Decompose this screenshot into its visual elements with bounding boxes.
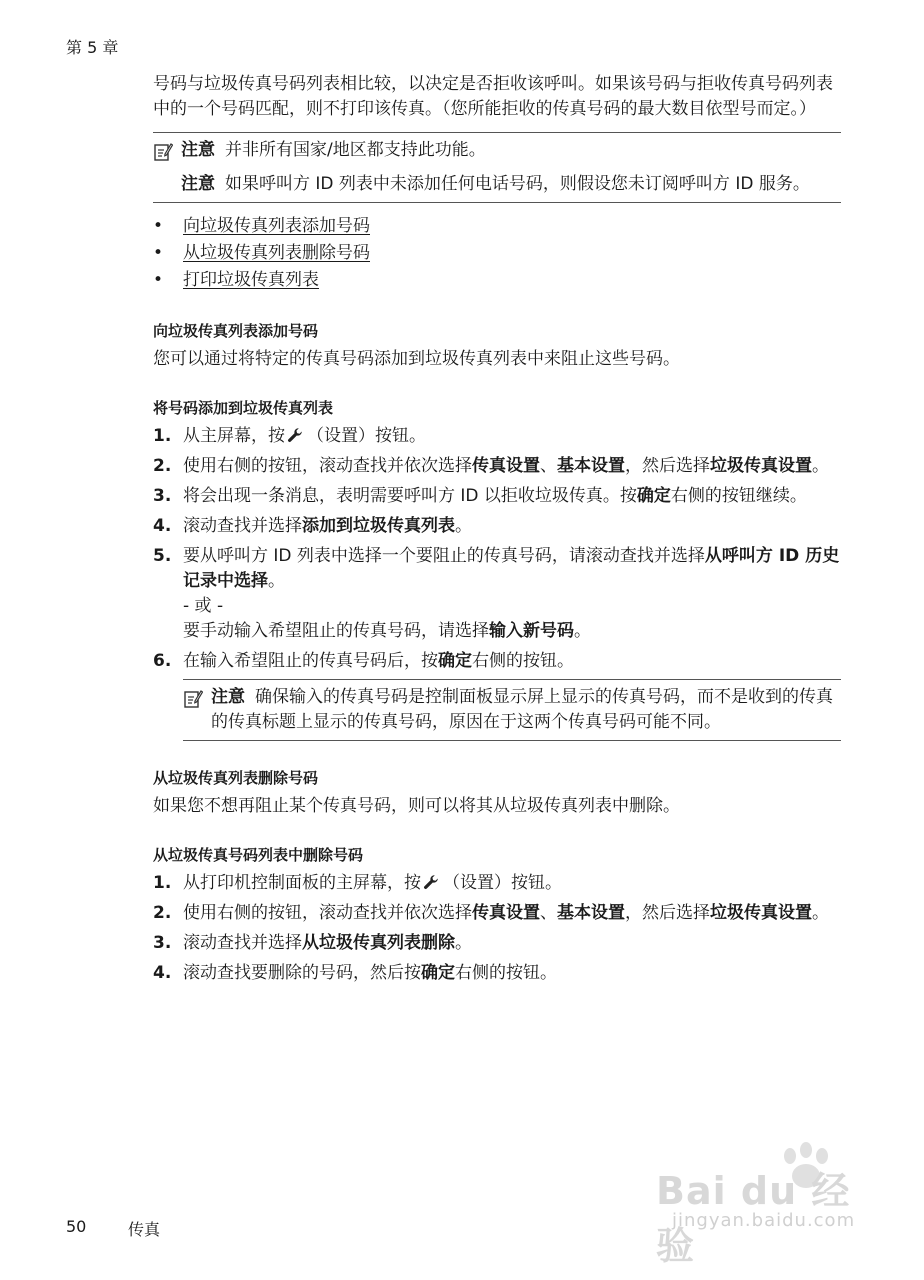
step-item: 1. 从主屏幕，按 （设置）按钮。 <box>153 426 426 446</box>
bullet: • <box>153 216 164 236</box>
section-remove-heading: 从垃圾传真列表删除号码 <box>153 769 319 787</box>
intro-paragraph: 号码与垃圾传真号码列表相比较，以决定是否拒收该呼叫。如果该号码与拒收传真号码列表中的一个号码匹配，则不打印该传真。（您所能拒收的传真号码的最大数目依型号而定。） <box>153 74 833 119</box>
step-item: 1. 从打印机控制面板的主屏幕，按 （设置）按钮。 <box>153 873 562 893</box>
remove-steps <box>153 871 841 986</box>
watermark-brand: Bai du 经验 <box>656 1169 851 1268</box>
bullet: • <box>153 243 164 263</box>
step-item: 3. 将会出现一条消息，表明需要呼叫方 ID 以拒收垃圾传真。按确定右侧的按钮继续。 <box>153 486 807 506</box>
step-item: 6. 在输入希望阻止的传真号码后，按确定右侧的按钮。 <box>153 651 574 671</box>
note-icon <box>153 142 173 162</box>
step-item: 4. 滚动查找要删除的号码，然后按确定右侧的按钮。 <box>153 963 557 983</box>
section-add-subheading: 将号码添加到垃圾传真列表 <box>153 399 334 417</box>
note-2: 注意 如果呼叫方 ID 列表中未添加任何电话号码，则假设您未订阅呼叫方 ID 服务。 <box>181 174 810 194</box>
step-item: 5. 要从呼叫方 ID 列表中选择一个要阻止的传真号码，请滚动查找并选择从呼叫方 ID 历史记录中选择。 - 或 - 要手动输入希望阻止的传真号码，请选择输入新号码。 <box>153 546 840 641</box>
footer-title: 传真 <box>128 1220 161 1239</box>
note-icon <box>183 689 203 709</box>
or-separator: - 或 - <box>183 596 224 616</box>
section-remove-desc: 如果您不想再阻止某个传真号码，则可以将其从垃圾传真列表中删除。 <box>153 796 680 816</box>
list-item <box>153 240 841 267</box>
topic-links <box>153 213 841 294</box>
note-box <box>153 132 841 203</box>
step-item: 2. 使用右侧的按钮，滚动查找并依次选择传真设置、基本设置，然后选择垃圾传真设置。 <box>153 903 829 923</box>
chapter-label: 第 5 章 <box>66 38 119 57</box>
page-number: 50 <box>66 1217 87 1236</box>
note-3: 注意 确保输入的传真号码是控制面板显示屏上显示的传真号码，而不是收到的传真的传真标题上显示的传真号码，原因在于这两个传真号码可能不同。 <box>211 687 833 732</box>
watermark <box>648 1142 868 1268</box>
wrench-icon <box>423 874 441 890</box>
note-label: 注意 <box>211 687 245 707</box>
step-item: 4. 滚动查找并选择添加到垃圾传真列表。 <box>153 516 472 536</box>
bullet: • <box>153 270 164 290</box>
note-label: 注意 <box>181 140 215 160</box>
list-item <box>153 267 841 294</box>
watermark-url: jingyan.baidu.com <box>672 1210 856 1231</box>
note-1: 注意 并非所有国家/地区都支持此功能。 <box>181 140 486 160</box>
section-add-desc: 您可以通过将特定的传真号码添加到垃圾传真列表中来阻止这些号码。 <box>153 349 680 369</box>
link-remove-number[interactable]: 从垃圾传真列表删除号码 <box>183 243 370 263</box>
note-label: 注意 <box>181 174 215 194</box>
section-add-heading: 向垃圾传真列表添加号码 <box>153 322 319 340</box>
note-box <box>183 679 841 741</box>
link-add-number[interactable]: 向垃圾传真列表添加号码 <box>183 216 370 236</box>
section-remove-subheading: 从垃圾传真号码列表中删除号码 <box>153 846 364 864</box>
list-item <box>153 213 841 240</box>
step-item: 2. 使用右侧的按钮，滚动查找并依次选择传真设置、基本设置，然后选择垃圾传真设置。 <box>153 456 829 476</box>
wrench-icon <box>287 427 305 443</box>
page-content <box>153 72 841 991</box>
add-steps <box>153 424 841 674</box>
link-print-list[interactable]: 打印垃圾传真列表 <box>183 270 319 290</box>
step-item: 3. 滚动查找并选择从垃圾传真列表删除。 <box>153 933 472 953</box>
